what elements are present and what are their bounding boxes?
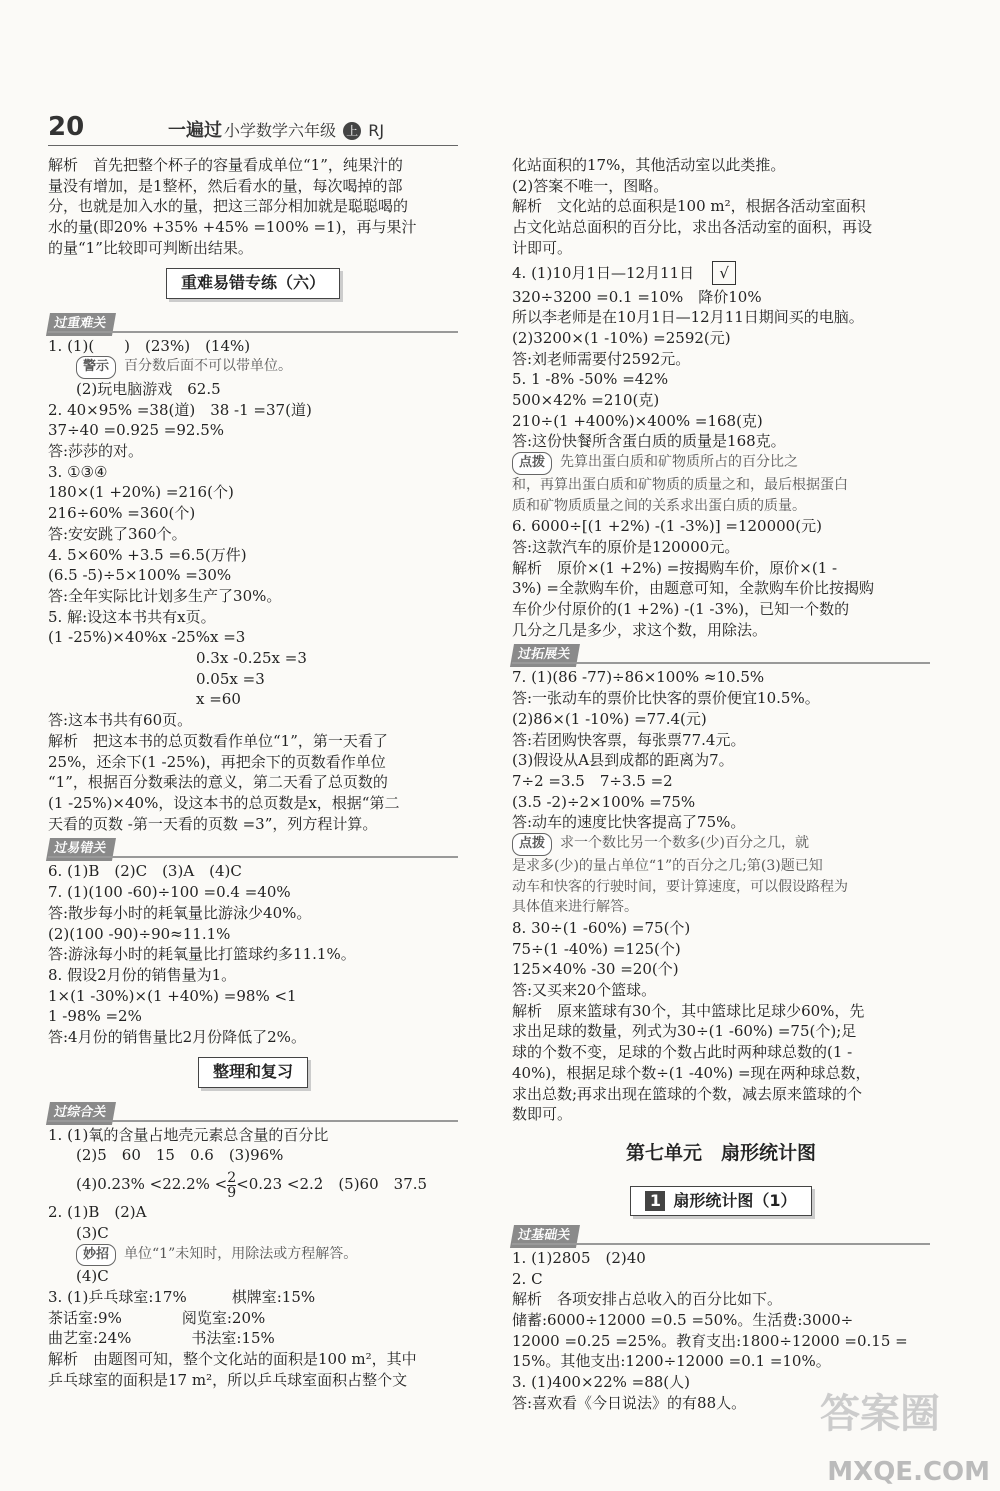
text-line: 答:散步每小时的耗氧量比游泳少40%。 <box>48 903 312 922</box>
text-line: 和，再算出蛋白质和矿物质的质量之和，最后根据蛋白 <box>512 476 848 493</box>
text-line: 计即可。 <box>512 238 573 257</box>
text-line: 数即可。 <box>512 1105 573 1124</box>
text-line: x =60 <box>196 690 241 709</box>
text-line: 答:又买来20个篮球。 <box>512 981 657 1000</box>
text-line: 曲艺室:24% 书法室:15% <box>48 1329 275 1348</box>
text-line: 解析 原来篮球有30个，其中篮球比足球少60%，先 <box>512 1001 865 1020</box>
text-line: (1 -25%)×40%x -25%x =3 <box>48 628 246 647</box>
text-line: 15%。其他支出:1200÷12000 =0.1 =10%。 <box>512 1352 831 1371</box>
text-line: “1”，根据百分数乘法的意义，第二天看了总页数的 <box>48 773 388 792</box>
text-line: 180×(1 +20%) =216(个) <box>48 483 234 502</box>
text-line: 40%)，根据足球个数÷(1 -40%) =现在两种球总数， <box>512 1063 871 1082</box>
text-line: 3. ①③④ <box>48 462 108 481</box>
answer-line: (4)C <box>76 1267 109 1286</box>
header-rule <box>48 145 458 146</box>
text-line: 量没有增加，是1整杯，然后看水的量，每次喝掉的部 <box>48 176 403 195</box>
check-mark-icon: √ <box>712 261 736 285</box>
text-line: 水的量(即20% +35% +45% =100% =1)，再与果汁 <box>48 218 417 237</box>
text-line: 3. (1)乒乓球室:17% 棋牌室:15% <box>48 1287 316 1306</box>
text-line: 车价少付原价的(1 +2%) -(1 -3%)，已知一个数的 <box>512 600 850 619</box>
text-line: 4. 5×60% +3.5 =6.5(万件) <box>48 545 247 564</box>
hint-first-line <box>512 452 930 475</box>
text-line: 1. (1)2805 (2)40 <box>512 1248 646 1267</box>
text-line: 320÷3200 =0.1 =10% 降价10% <box>512 287 762 306</box>
text-line: 答:4月份的销售量比2月份降低了2%。 <box>48 1028 306 1047</box>
title-hard-practice: 重难易错专练（六） <box>166 268 340 299</box>
brand-name: 一遍过 <box>168 120 222 141</box>
text-line: 3%) =全款购车价，由题意可知，全款购车价比按揭购 <box>512 579 874 598</box>
text-line: 天看的页数 -第一天看的页数 =3”，列方程计算。 <box>48 814 378 833</box>
text-line: 75÷(1 -40%) =125(个) <box>512 939 681 958</box>
warning-text: 百分数后面不可以带单位。 <box>124 358 293 375</box>
section-tag <box>512 1224 930 1245</box>
answer-line: 1. (1)氧的含量占地壳元素总含量的百分比 <box>48 1125 329 1144</box>
text-line: 答:这本书共有60页。 <box>48 711 193 730</box>
text-line: 答:一张动车的票价比快客的票价便宜10.5%。 <box>512 689 820 708</box>
text-line: 125×40% -30 =20(个) <box>512 960 679 979</box>
hint-tag: 点拨 <box>512 452 552 475</box>
unit-title: 第七单元 扇形统计图 <box>625 1141 816 1164</box>
text-line: 6. (1)B (2)C (3)A (4)C <box>48 862 242 881</box>
answer-text: 4. (1)10月1日—12月11日 <box>512 263 695 282</box>
text-line: 答:这款汽车的原价是120000元。 <box>512 537 740 556</box>
text-line: 解析 由题图可知，整个文化站的面积是100 m²，其中 <box>48 1350 417 1369</box>
text-line: 210÷(1 +400%)×400% =168(克) <box>512 411 763 430</box>
numerator: 2 <box>227 1169 237 1186</box>
subject-text: 小学数学六年级 <box>224 121 337 140</box>
text-line: 解析 首先把整个杯子的容量看成单位“1”，纯果汁的 <box>48 156 403 174</box>
answers-6-8 <box>48 861 458 1047</box>
answer-line: (3)C <box>76 1223 109 1242</box>
text-line: 答:这份快餐所含蛋白质的质量是168克。 <box>512 432 786 451</box>
text-line: 解析 文化站的总面积是100 m²，根据各活动室面积 <box>512 197 866 216</box>
text-line: 储蓄:6000÷12000 =0.5 =50%。生活费:3000÷ <box>512 1311 854 1330</box>
answer-7 <box>512 667 930 833</box>
section-tag <box>48 837 458 858</box>
text-line: 答:喜欢看《今日说法》的有88人。 <box>512 1393 747 1412</box>
text-line: (6.5 -5)÷5×100% =30% <box>48 566 232 585</box>
term-badge: 上 <box>343 122 361 140</box>
answer-line: (2)5 60 15 0.6 (3)96% <box>76 1146 284 1165</box>
section-tag <box>512 643 930 664</box>
tip-text: 单位“1”未知时，用除法或方程解答。 <box>124 1245 358 1262</box>
text-line: 8. 30÷(1 -60%) =75(个) <box>512 918 691 937</box>
text-part: <0.23 <2.2̇ (5)60 37.5 <box>236 1175 428 1194</box>
section-tag <box>48 1101 458 1122</box>
section-title <box>48 259 458 309</box>
tag-label: 过基础关 <box>510 1225 580 1248</box>
tip-tag: 妙招 <box>76 1244 116 1267</box>
text-line: (2)3200×(1 -10%) =2592(元) <box>512 328 731 347</box>
text-line: 占文化站总面积的百分比，求出各活动室的面积，再设 <box>512 218 873 237</box>
text-line: 答:游泳每小时的耗氧量比打篮球约多11.1%。 <box>48 945 356 964</box>
text-line: 乒乓球室的面积是17 m²，所以乒乓球室面积占整个文 <box>48 1370 408 1389</box>
text-line: 答:动车的速度比快客提高了75%。 <box>512 813 746 832</box>
text-line: (2)86×(1 -10%) =77.4(元) <box>512 709 707 728</box>
text-line: 37÷40 =0.925 =92.5% <box>48 421 225 440</box>
text-line: 的量“1”比较即可判断出结果。 <box>48 238 253 257</box>
lesson-title <box>630 1186 811 1217</box>
section-tag <box>48 312 458 333</box>
answer-line: 1. (1)( ) (23%) (14%) <box>48 336 251 355</box>
text-line: 6. 6000÷[(1 +2%) -(1 -3%)] =120000(元) <box>512 517 822 536</box>
text-line: 求出总数;再求出现在篮球的个数，减去原来篮球的个 <box>512 1084 863 1103</box>
text-line: (2)(100 -90)÷90≈11.1% <box>48 924 231 943</box>
text-line: 所以李老师是在10月1日—12月11日期间买的电脑。 <box>512 308 864 327</box>
tag-label: 过拓展关 <box>510 644 580 667</box>
text-line: 分，也就是加入水的量，把这三部分相加就是聪聪喝的 <box>48 197 409 216</box>
text-line: 0.3x -0.25x =3 <box>196 649 307 668</box>
answers-2-5 <box>48 400 458 648</box>
text-line: 解析 把这本书的总页数看作单位“1”，第一天看了 <box>48 731 388 750</box>
analysis-tail <box>48 1349 458 1390</box>
answer-line: 2. (1)B (2)A <box>48 1203 147 1222</box>
answer-8 <box>512 918 930 1125</box>
intro-analysis <box>48 155 458 259</box>
text-line: 1 -98% =2% <box>48 1007 142 1026</box>
lesson-heading <box>512 1181 930 1221</box>
text-line: 化站面积的17%，其他活动室以此类推。 <box>512 156 786 174</box>
answers-5-analysis <box>48 710 458 834</box>
text-line: 7. (1)(100 -60)÷100 =0.4 =40% <box>48 883 291 902</box>
text-line: 动车和快客的行驶时间，要计算速度，可以假设路程为 <box>512 878 848 895</box>
lesson-text: 扇形统计图（1） <box>673 1190 797 1210</box>
text-line: 216÷60% =360(个) <box>48 504 196 523</box>
left-column <box>48 155 458 1390</box>
tag-label: 过综合关 <box>46 1102 116 1125</box>
answer-line: (2)玩电脑游戏 62.5 <box>76 379 221 398</box>
answers-4-5 <box>512 287 930 453</box>
text-line: 具体值来进行解答。 <box>512 899 638 916</box>
text-line: (2)答案不唯一，图略。 <box>512 176 669 195</box>
answer-3-rooms <box>48 1287 458 1349</box>
text-line: 1×(1 -30%)×(1 +40%) =98% <1 <box>48 986 297 1005</box>
text-line: 解析 原价×(1 +2%) =按揭购车价，原价×(1 - <box>512 558 838 577</box>
text-line: 7. (1)(86 -77)÷86×100% ≈10.5% <box>512 668 765 687</box>
page-number: 20 <box>48 112 85 142</box>
text-line: 500×42% =210(克) <box>512 391 660 410</box>
hint-tag: 点拨 <box>512 833 552 856</box>
tag-label: 过易错关 <box>46 838 116 861</box>
hint-text: 先算出蛋白质和矿物质所占的百分比之 <box>560 454 799 471</box>
watermark-site: MXQE.COM <box>827 1457 990 1487</box>
section-title <box>48 1048 458 1098</box>
text-line: 球的个数不变，足球的个数占此时两种球总数的(1 - <box>512 1043 853 1062</box>
text-line: 8. 假设2月份的销售量为1。 <box>48 965 237 984</box>
unit-heading <box>512 1125 930 1181</box>
text-line: 7÷2 =3.5 7÷3.5 =2 <box>512 771 673 790</box>
text-line: 答:全年实际比计划多生产了30%。 <box>48 586 282 605</box>
denominator: 9 <box>227 1184 237 1201</box>
text-line: 5. 1 -8% -50% =42% <box>512 370 669 389</box>
text-line: 12000 =0.25 =25%。教育支出:1800÷12000 =0.15 = <box>512 1331 908 1350</box>
page-header <box>48 112 458 144</box>
text-line: 3. (1)400×22% =88(人) <box>512 1373 690 1392</box>
lesson-number: 1 <box>645 1191 665 1212</box>
text-line: 2. C <box>512 1269 543 1288</box>
text-line: 求出足球的数量，列式为30÷(1 -60%) =75(个);足 <box>512 1022 857 1041</box>
answer-6 <box>512 516 930 640</box>
text-line: 25%，还余下(1 -25%)，再把余下的页数看作单位 <box>48 752 386 771</box>
text-line: 答:安安跳了360个。 <box>48 524 187 543</box>
warning-note <box>48 356 458 379</box>
text-line: 是求多(少)的量占单位“1”的百分之几;第(3)题已知 <box>512 857 823 874</box>
tip-note <box>48 1244 458 1267</box>
answer-line <box>512 259 930 287</box>
continued-analysis <box>512 155 930 259</box>
text-line: (1 -25%)×40%，设这本书的总页数是x，根据“第二 <box>48 793 400 812</box>
text-line: 解析 各项安排占总收入的百分比如下。 <box>512 1290 783 1309</box>
text-part: (4)0.23% <22.2% < <box>76 1175 228 1194</box>
fraction <box>227 1171 236 1200</box>
text-line: (3.5 -2)÷2×100% =75% <box>512 792 696 811</box>
answer-line-fraction <box>48 1166 458 1202</box>
text-line: 质和矿物质质量之间的关系求出蛋白质的质量。 <box>512 497 806 514</box>
text-line: 2. 40×95% =38(道) 38 -1 =37(道) <box>48 400 312 419</box>
title-review: 整理和复习 <box>198 1057 308 1088</box>
text-line: 茶话室:9% 阅览室:20% <box>48 1308 266 1327</box>
hint-note-1 <box>512 452 930 516</box>
warning-tag: 警示 <box>76 356 116 379</box>
text-line: 0.05x =3 <box>196 669 265 688</box>
text-line: 答:若团购快客票，每张票77.4元。 <box>512 730 746 749</box>
subject-title <box>224 118 384 141</box>
text-line: 5. 解:设这本书共有x页。 <box>48 607 216 626</box>
watermark-logo: 答案圈 <box>820 1391 940 1437</box>
right-column <box>512 155 930 1414</box>
hint-note-2 <box>512 833 930 918</box>
hint-text: 求一个数比另一个数多(少)百分之几，就 <box>560 835 809 852</box>
text-line: 答:刘老师需要付2592元。 <box>512 349 691 368</box>
tag-label: 过重难关 <box>46 313 116 336</box>
edition-text: RJ <box>368 121 385 140</box>
equation-steps <box>48 648 458 710</box>
text-line: 几分之几是多少，求这个数，用除法。 <box>512 620 768 639</box>
text-line: 答:莎莎的对。 <box>48 442 144 461</box>
text-line: (3)假设从A县到成都的距离为7。 <box>512 751 734 770</box>
hint-first-line <box>512 833 930 856</box>
